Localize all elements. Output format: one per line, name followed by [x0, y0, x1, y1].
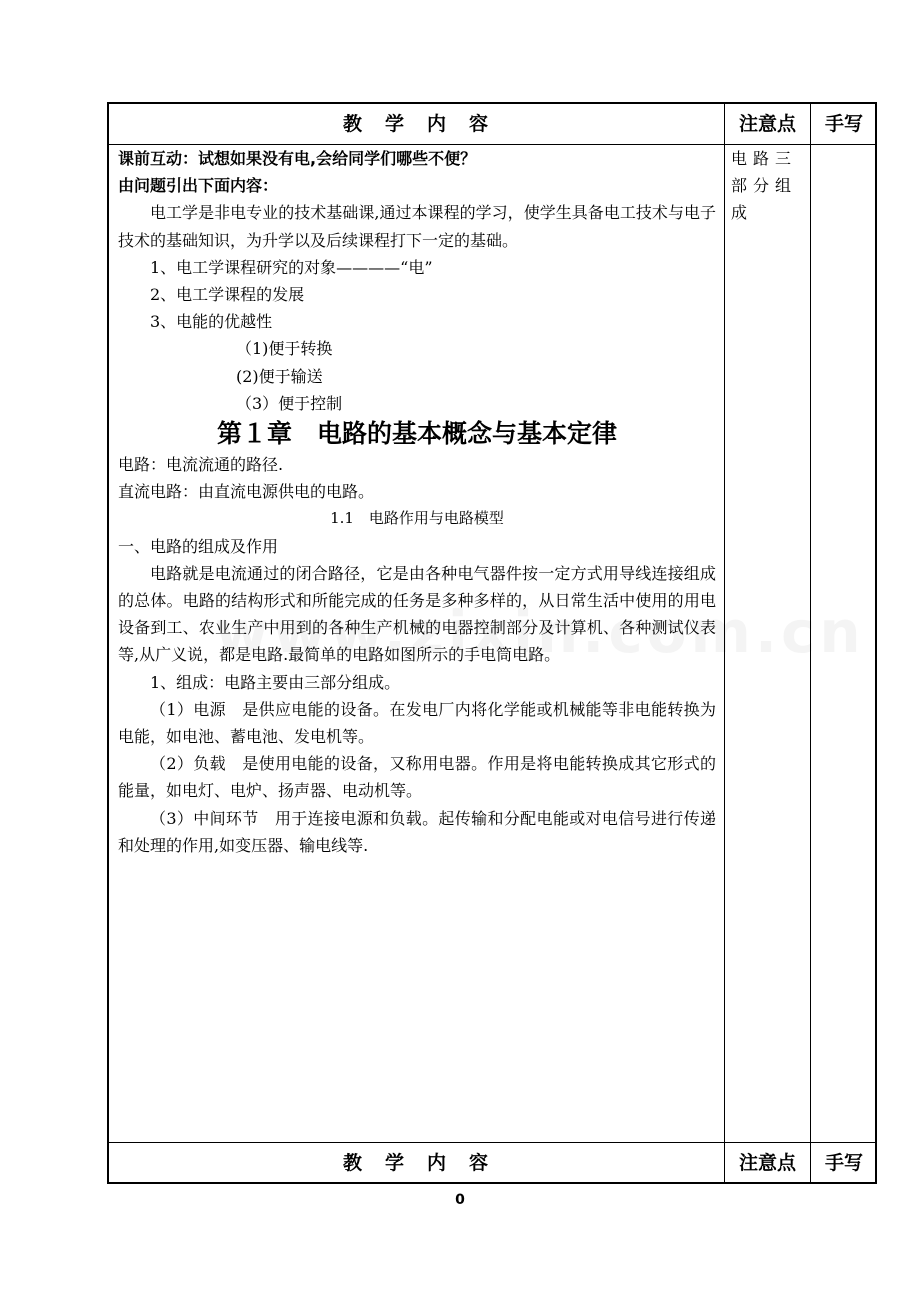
item-load: （2）负载 是使用电能的设备，又称用电器。作用是将电能转换成其它形式的能量，如电灯、电炉、扬声器、电动机等。 — [118, 754, 716, 801]
teaching-content — [118, 145, 716, 859]
intro-paragraph: 电工学是非电专业的技术基础课,通过本课程的学习，使学生具备电工技术与电子技术的基础知识，为升学以及后续课程打下一定的基础。 — [118, 203, 716, 250]
header-notes-label: 注意点 — [738, 113, 796, 135]
list-item: 3、电能的优越性 — [150, 312, 273, 332]
footer-content-label: 教 学 内 容 — [342, 1152, 490, 1174]
item-intermediate-link: （3）中间环节 用于连接电源和负载。起传输和分配电能或对电信号进行传递和处理的作用,如变压器、输电线等. — [118, 808, 716, 855]
section-title: 1.1 电路作用与电路模型 — [330, 509, 504, 528]
sublist-item: （1)便于转换 — [236, 339, 333, 359]
footer-handwriting-label: 手写 — [824, 1152, 863, 1174]
footer-notes-label: 注意点 — [738, 1152, 796, 1174]
note-text: 电路三部分组成 — [731, 149, 798, 222]
list-item: 2、电工学课程的发展 — [150, 285, 305, 305]
item-power-source: （1）电源 是供应电能的设备。在发电厂内将化学能或机械能等非电能转换为电能，如电池、蓄电池、发电机等。 — [118, 699, 716, 747]
chapter-title: 第１章 电路的基本概念与基本定律 — [216, 419, 617, 449]
sublist-item: (2)便于输送 — [236, 366, 323, 386]
header-content-label: 教 学 内 容 — [342, 113, 490, 135]
list-item: 1、电工学课程研究的对象————“电” — [150, 257, 433, 277]
page-number: 0 — [455, 1192, 465, 1208]
header-handwriting-label: 手写 — [824, 113, 863, 135]
composition-line: 1、组成：电路主要由三部分组成。 — [150, 672, 401, 692]
definition-dc-circuit: 直流电路：由直流电源供电的电路。 — [118, 482, 375, 502]
definition-circuit: 电路：电流流通的路径. — [118, 455, 284, 475]
subsection-title: 一、电路的组成及作用 — [118, 536, 279, 556]
column-divider-notes — [810, 104, 811, 1182]
warmup-question: 课前互动：试想如果没有电,会给同学们哪些不便？ — [118, 149, 477, 168]
intro-lead: 由问题引出下面内容： — [118, 176, 279, 196]
circuit-paragraph: 电路就是电流通过的闭合路径，它是由各种电气器件按一定方式用导线连接组成的总体。电路的结构形式和所能完成的任务是多种多样的，从日常生活中使用的用电设备到工、农业生产中用到的各种生产机械的电器控制部分及计算机、各种测试仪表等,从广义说，都是电路.最简单的电路如图所示的手电筒电路。 — [118, 563, 716, 665]
column-divider-content — [724, 104, 725, 1182]
sublist-item: （3）便于控制 — [236, 393, 343, 413]
